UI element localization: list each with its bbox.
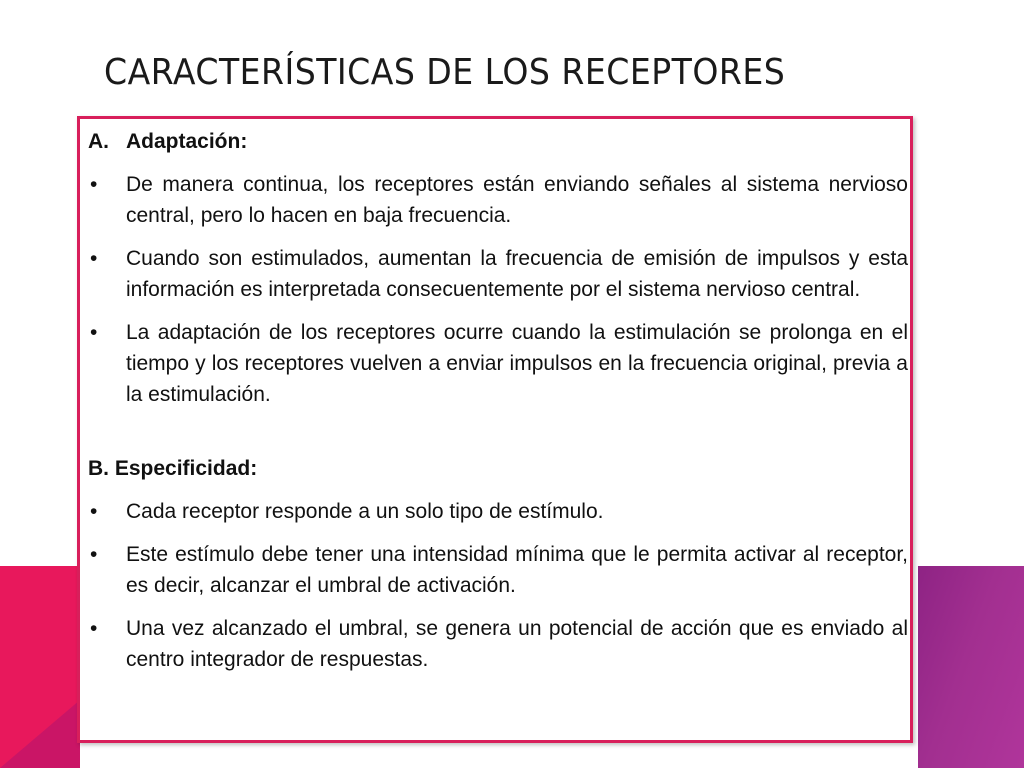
slide-content	[88, 126, 908, 675]
bullet-icon: •	[90, 321, 98, 344]
list-item	[88, 539, 908, 601]
bullet-icon: •	[90, 173, 98, 196]
bullet-text: Cada receptor responde a un solo tipo de estímulo.	[126, 500, 604, 523]
bullet-icon: •	[90, 617, 98, 640]
list-item	[88, 317, 908, 410]
slide-title: CARACTERÍSTICAS DE LOS RECEPTORES	[104, 52, 786, 93]
bullet-text: De manera continua, los receptores están enviando señales al sistema nervioso central, pero lo hacen en baja frecuencia.	[126, 173, 908, 227]
bullet-text: Este estímulo debe tener una intensidad mínima que le permita activar al receptor, es decir, alcanzar el umbral de activación.	[126, 543, 908, 597]
bullet-icon: •	[90, 500, 98, 523]
bullet-text: Cuando son estimulados, aumentan la frecuencia de emisión de impulsos y esta información es interpretada consecuentemente por el sistema nervioso central.	[126, 247, 908, 301]
list-item	[88, 243, 908, 305]
section-b-heading: B. Especificidad:	[88, 457, 258, 480]
list-item	[88, 169, 908, 231]
decorative-band-left-shade	[0, 700, 80, 768]
section-a-heading	[88, 126, 908, 157]
section-a-marker: A.	[88, 130, 109, 153]
list-item	[88, 496, 908, 527]
decorative-band-right-gradient	[918, 566, 1024, 768]
list-item	[88, 613, 908, 675]
bullet-icon: •	[90, 543, 98, 566]
bullet-text: Una vez alcanzado el umbral, se genera un potencial de acción que es enviado al centro integrador de respuestas.	[126, 617, 908, 671]
bullet-text: La adaptación de los receptores ocurre cuando la estimulación se prolonga en el tiempo y los receptores vuelven a enviar impulsos en la frecuencia original, previa a la estimulación.	[126, 321, 908, 406]
bullet-icon: •	[90, 247, 98, 270]
section-a-title: Adaptación:	[126, 130, 248, 153]
